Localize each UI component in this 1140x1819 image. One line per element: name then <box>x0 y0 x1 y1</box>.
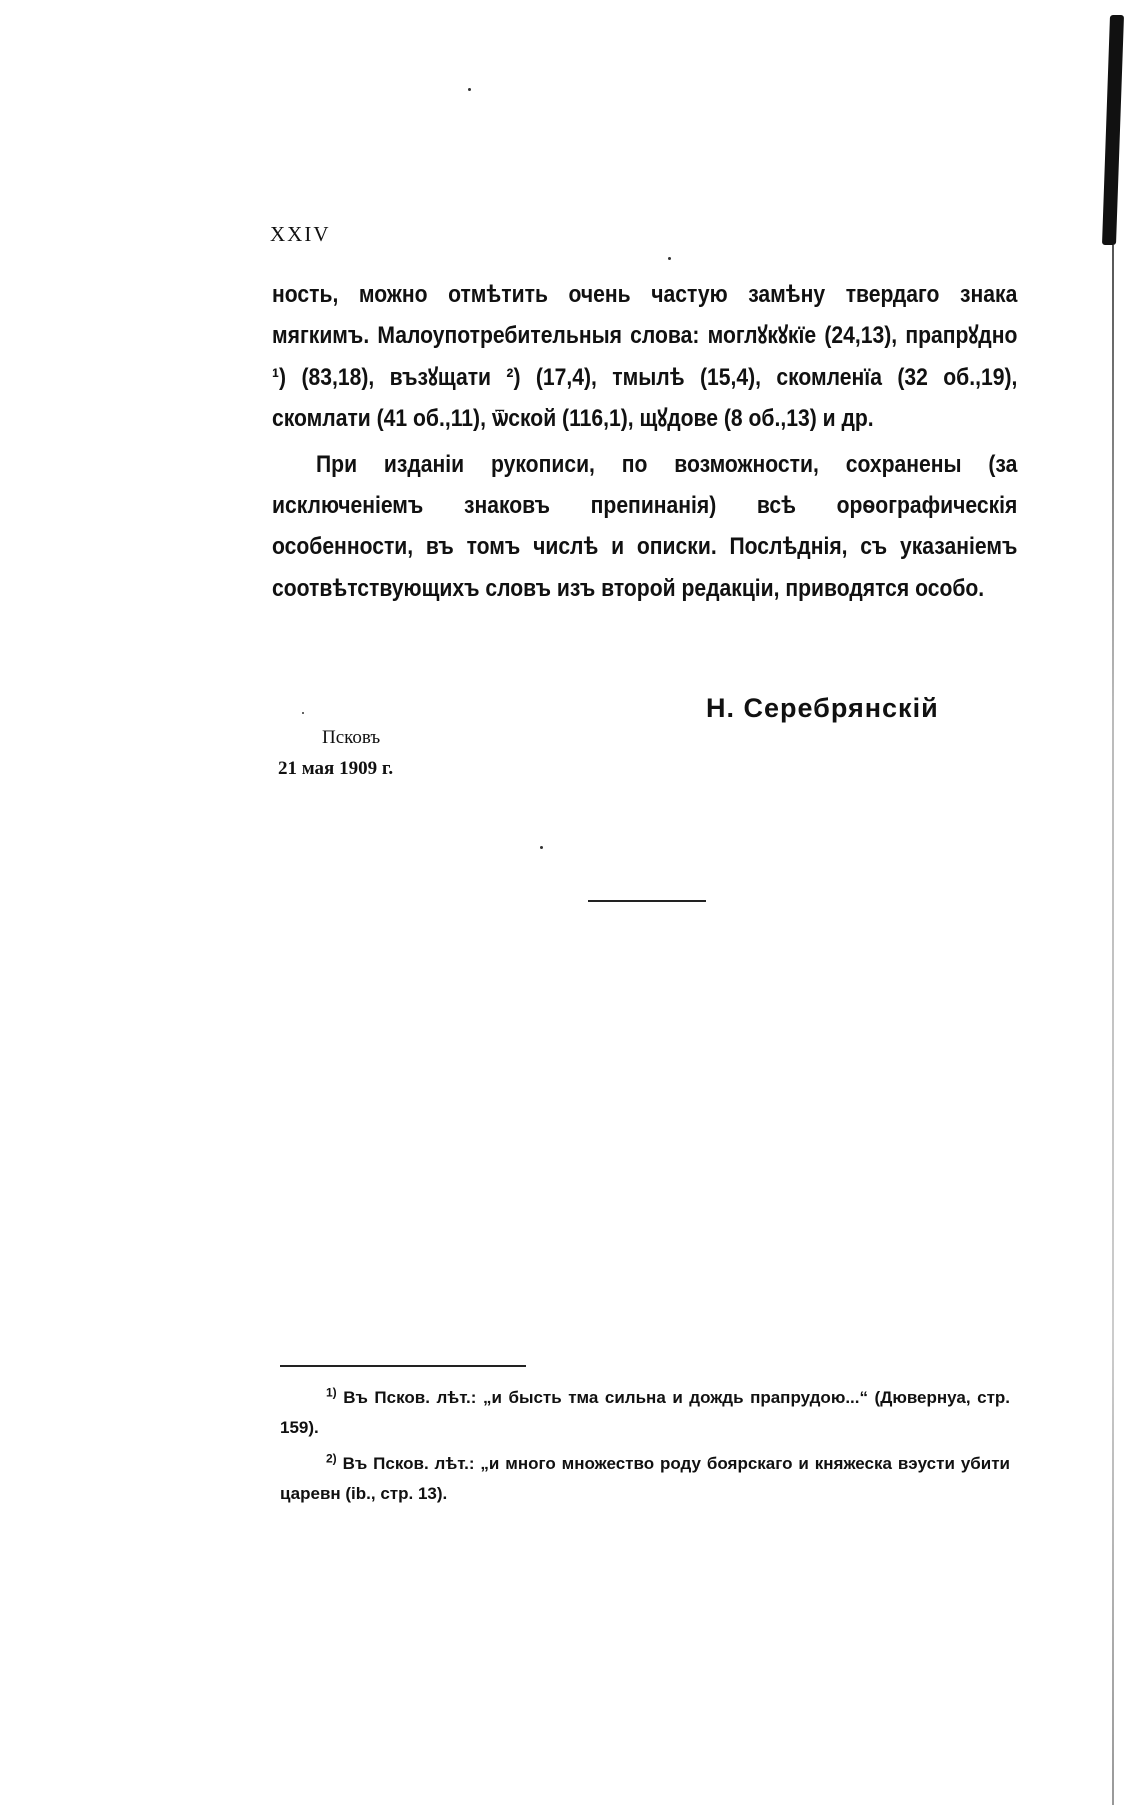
footnote-text: Въ Псков. лѣт.: „и бысть тма сильна и дождь прапрудою...“ (Дювернуа, стр. 159). <box>280 1388 1010 1437</box>
footnote-mark: 2) <box>326 1451 337 1466</box>
page-edge-shadow <box>1102 15 1124 245</box>
footnote-1 <box>280 1383 1010 1443</box>
author-signature: Н. Серебрянскій <box>706 693 939 723</box>
section-divider <box>588 900 706 902</box>
signature-date: 21 мая 1909 г. <box>278 758 394 779</box>
paragraph-orthography: ность, можно отмѣтить очень частую замѣну твердаго знака мягкимъ. Малоупотребительныя слова: моглꙋкꙋкїе (24,13), прапрꙋдно ¹) (83,18), възꙋщати ²) (17,4), тмылѣ (15,4), скомленїа (32 об.,19), скомлати (41 об.,11), ѿской (116,1), щꙋдове (8 об.,13) и др. <box>272 281 1018 433</box>
footnotes <box>280 1383 1010 1515</box>
speck <box>668 257 671 260</box>
footnote-2 <box>280 1449 1010 1509</box>
page-number: XXIV <box>270 222 331 246</box>
footnote-mark: 1) <box>326 1385 337 1400</box>
signature-place: Псковъ <box>322 727 381 748</box>
speck <box>468 88 471 91</box>
speck <box>302 712 304 714</box>
page-edge-line <box>1112 245 1114 1805</box>
footnote-divider <box>280 1365 526 1367</box>
footnote-text: Въ Псков. лѣт.: „и много множество роду боярскаго и княжеска вэусти убити царевн (ib., стр. 13). <box>280 1454 1010 1503</box>
speck <box>540 846 543 849</box>
body-text <box>272 274 1018 609</box>
paragraph-edition: При изданіи рукописи, по возможности, сохранены (за исключеніемъ знаковъ препинанія) всѣ орѳографическія особенности, въ томъ числѣ и описки. Послѣднія, съ указаніемъ соотвѣтствующихъ словъ изъ второй редакціи, приводятся особо. <box>272 450 1018 602</box>
